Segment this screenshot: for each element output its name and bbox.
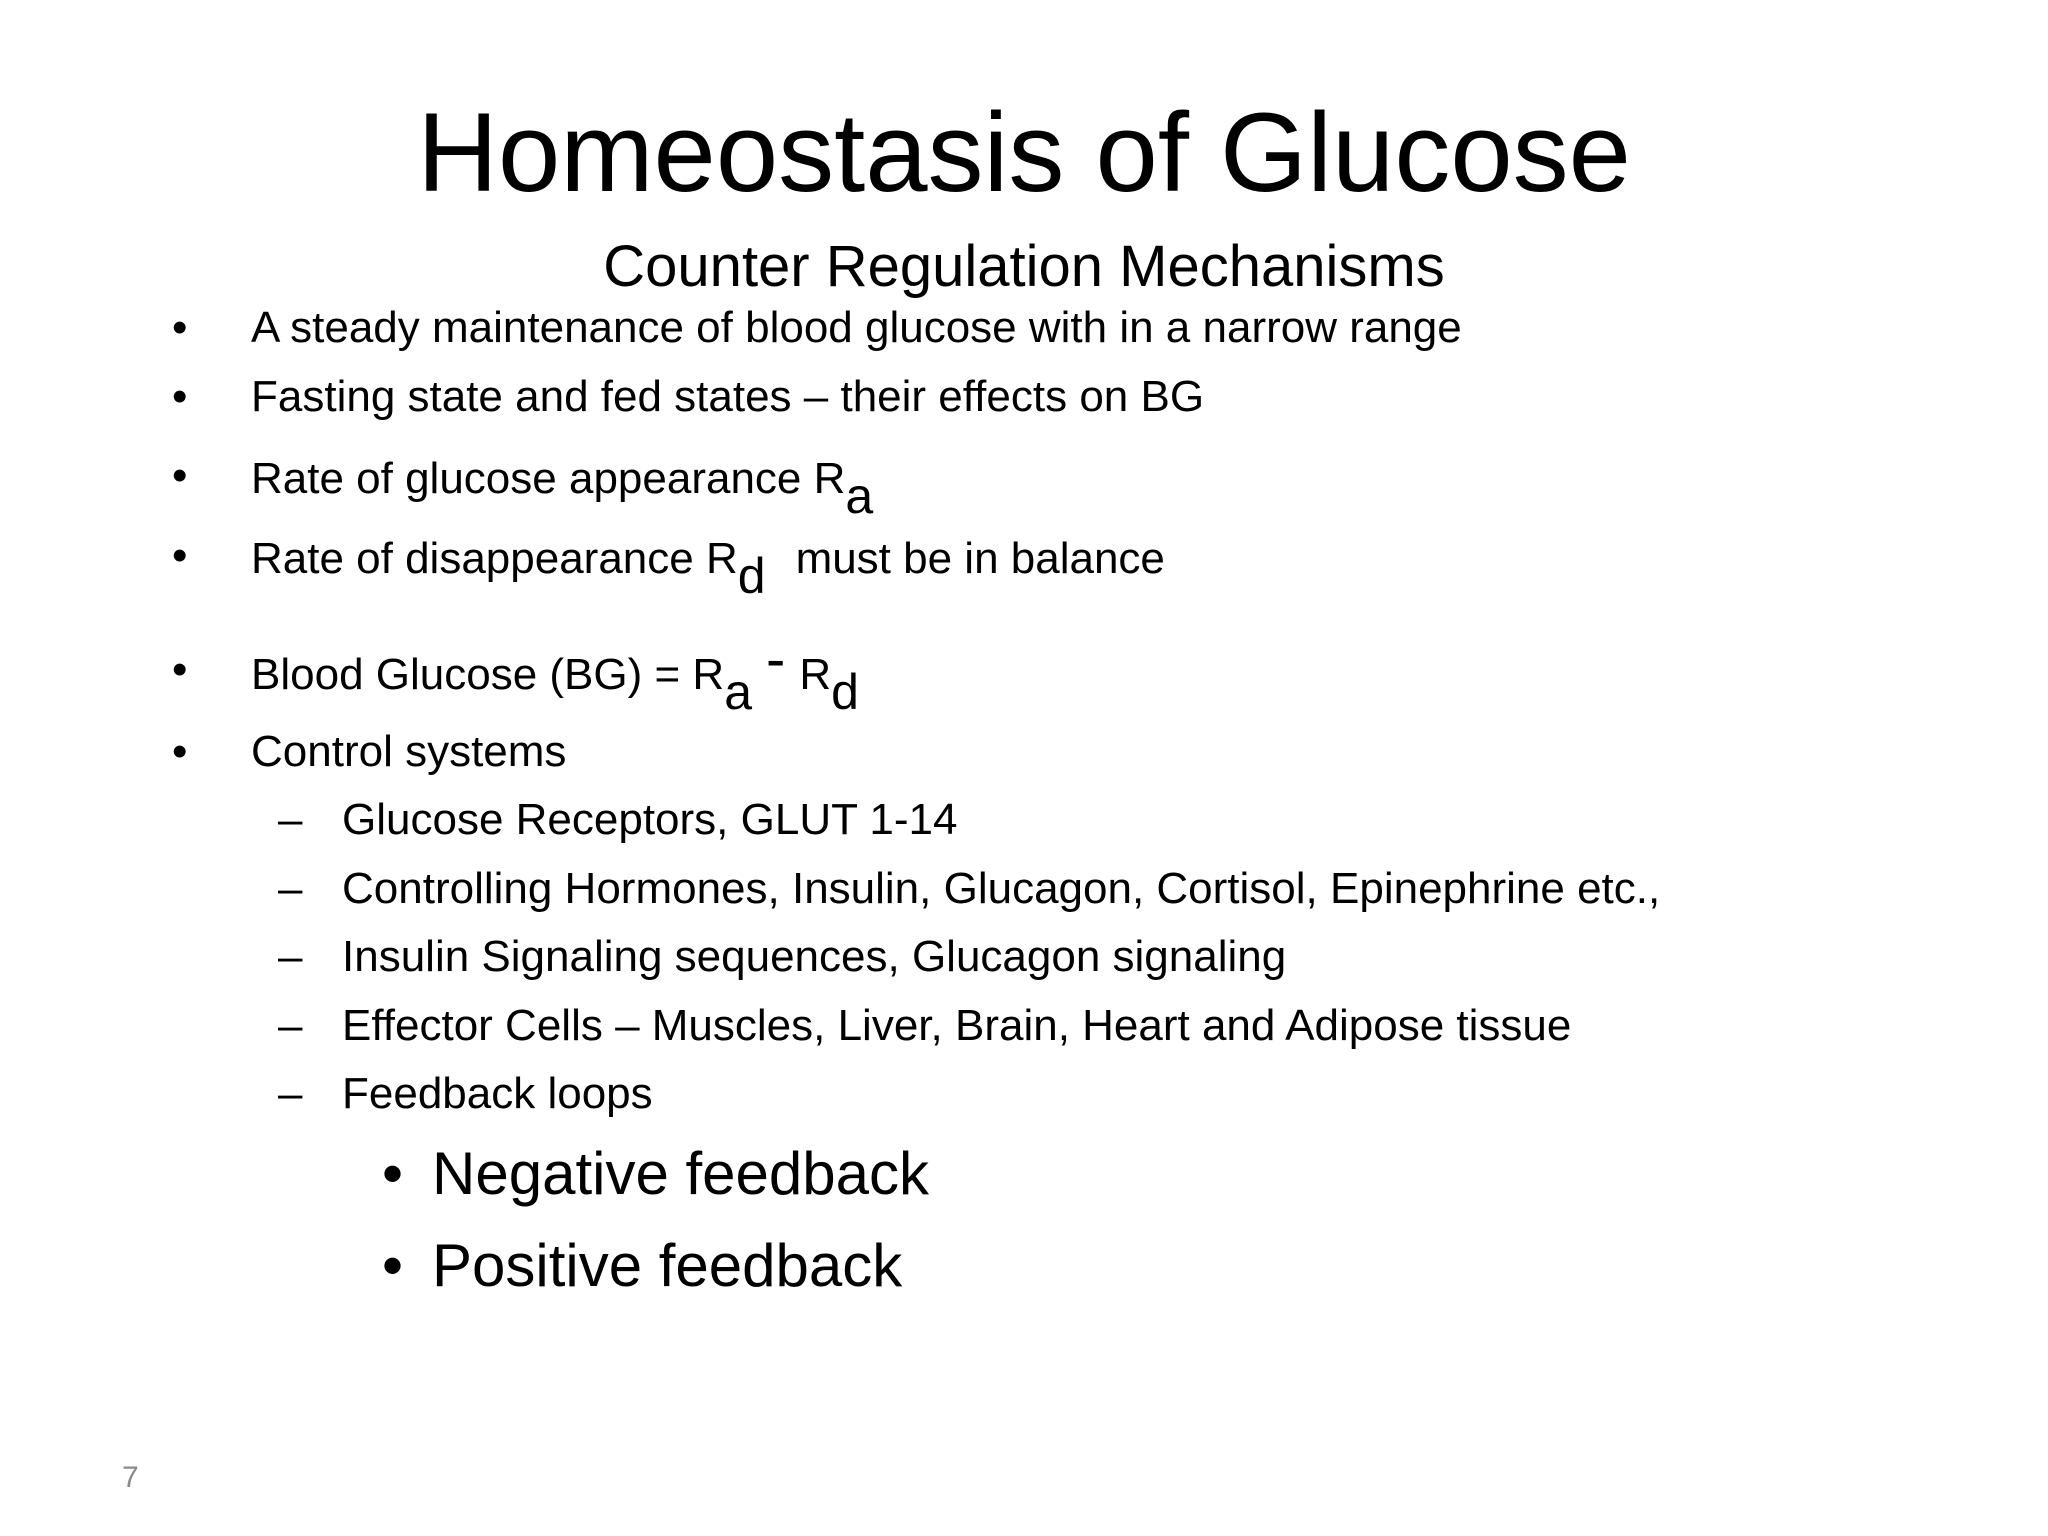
sub-item-text: Controlling Hormones, Insulin, Glucagon, Cortisol, Epinephrine etc.,	[342, 864, 1661, 913]
bullet-text: Fasting state and fed states – their effects on BG	[251, 372, 1205, 421]
bullet-marker: •	[172, 451, 188, 500]
bg-equation-r: R	[799, 650, 832, 699]
feedback-text: Positive feedback	[432, 1232, 903, 1299]
dash-marker: –	[278, 795, 303, 844]
dash-marker: –	[278, 1069, 303, 1118]
bullet-marker: •	[382, 1140, 404, 1207]
subscript-d: d	[737, 548, 766, 604]
bullet-text	[251, 526, 1165, 604]
bullet-marker: •	[172, 727, 188, 776]
dash-marker: –	[278, 932, 303, 981]
rate-disappearance-text: Rate of disappearance R	[251, 534, 738, 583]
bullet-text	[251, 627, 859, 720]
subscript-d: d	[831, 664, 859, 720]
sub-item-text: Effector Cells – Muscles, Liver, Brain, Heart and Adipose tissue	[342, 1001, 1572, 1050]
minus-operator: -	[766, 627, 786, 692]
bullet-marker: •	[172, 531, 188, 580]
rate-disappearance-tail: must be in balance	[795, 534, 1165, 583]
slide-subtitle: Counter Regulation Mechanisms	[603, 234, 1445, 299]
rate-appearance-text: Rate of glucose appearance R	[251, 454, 846, 503]
sub-item-text: Feedback loops	[342, 1069, 653, 1118]
bullet-text	[251, 446, 874, 524]
sub-item-text: Insulin Signaling sequences, Glucagon signaling	[342, 932, 1287, 981]
bullet-marker: •	[382, 1232, 404, 1299]
bullet-marker: •	[172, 303, 188, 352]
sub-item-text: Glucose Receptors, GLUT 1-14	[342, 795, 958, 844]
feedback-text: Negative feedback	[432, 1140, 929, 1207]
slide-title: Homeostasis of Glucose	[417, 90, 1631, 215]
page-number: 7	[122, 1461, 139, 1494]
subscript-a: a	[724, 664, 753, 720]
bullet-text: Control systems	[251, 727, 567, 776]
bullet-marker: •	[172, 372, 188, 421]
subscript-a: a	[845, 468, 874, 524]
bg-equation-text: Blood Glucose (BG) = R	[251, 650, 725, 699]
bullet-marker: •	[172, 645, 188, 694]
bullet-text: A steady maintenance of blood glucose with in a narrow range	[251, 303, 1462, 352]
dash-marker: –	[278, 1001, 303, 1050]
dash-marker: –	[278, 864, 303, 913]
